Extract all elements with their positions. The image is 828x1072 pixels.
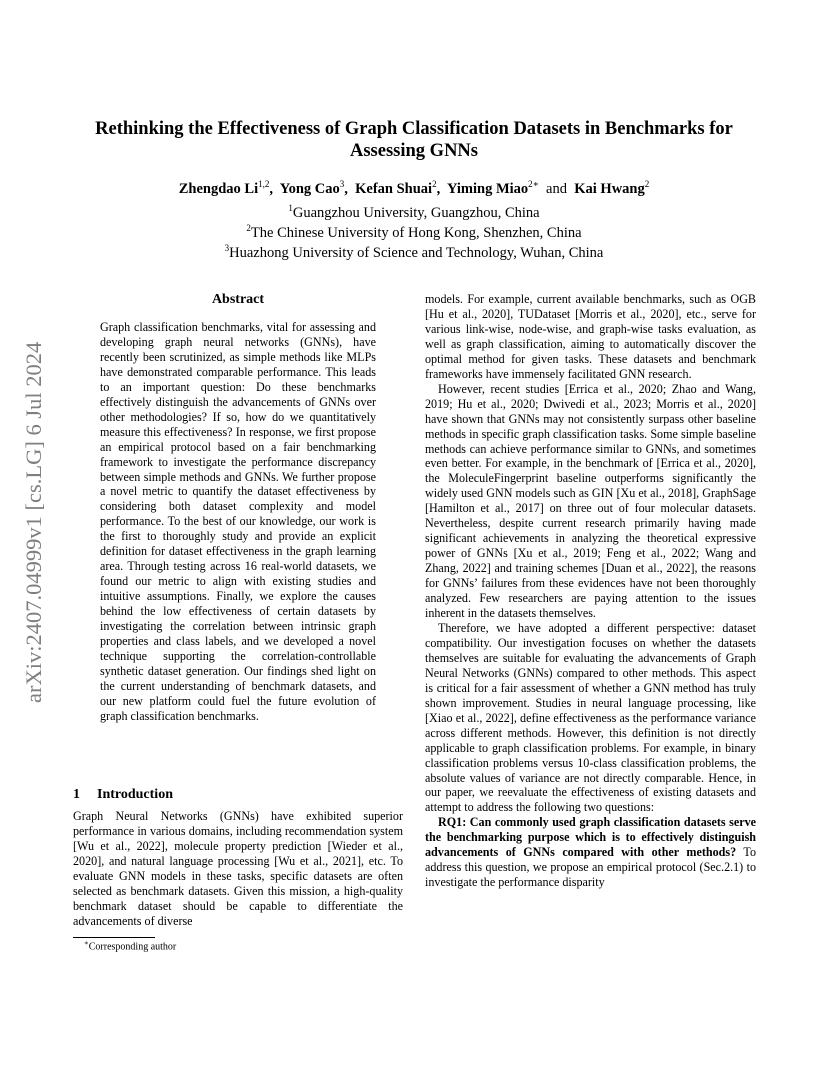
affiliation [60, 225, 768, 242]
author-name: Yong Cao [279, 181, 340, 197]
author-list: Zhengdao Li$^{1,2}$, Yong Cao$^3$, Kefan Shuai$^2$, Yiming Miao$^{2∗}$ and Kai Hwang$^2$ [178, 179, 650, 197]
body-paragraph: Therefore, we have adopted a different perspective: dataset compatibility. Our investigation focuses on whether the datasets themselves are suitable for evaluating the advancements of Graph Neural Networks (GNNs) compared to other methods. This aspect is critical for a fair assessment of whether a GNN method has truly shown improvement. Studies in neural language processing, like [Xiao et al., 2022], define effectiveness as the performance variance across different methods. However, this definition is not directly applicable to graph classification problems. For example, in binary classification problems versus 10-class classification problems, the absolute values of variance are not directly comparable. Hence, in our paper, we reevaluate the effectiveness of existing datasets and attempt to address the following two questions: [425, 620, 756, 815]
author-name: Kefan Shuai [355, 181, 433, 197]
research-question-text: To address this question, we propose an empirical protocol (Sec.2.1) to investigate the performance disparity [425, 845, 756, 890]
section-title: Introduction [97, 787, 173, 802]
body-paragraph: models. For example, current available benchmarks, such as OGB [Hu et al., 2020], TUDataset [Morris et al., 2020], etc., serve for various link-wise, node-wise, and graph-wise tasks evaluation, as well as graph classification, aiming to automatically discover the optimal method for given tasks. These datasets and benchmark frameworks have immensely facilitated GNN research. [425, 292, 756, 381]
author-mark: 2 [432, 179, 437, 190]
research-question-label: RQ1: Can commonly used graph classification datasets serve the benchmarking purpose which is to effectively distinguish advancements of GNNs compared with other methods? [425, 815, 756, 860]
affiliation-text: The Chinese University of Hong Kong, Shenzhen, China [250, 225, 582, 241]
author-mark: 1,2 [258, 179, 270, 190]
section-heading-introduction [73, 787, 173, 803]
affiliation [60, 205, 768, 222]
affiliation-mark: 3 [224, 243, 230, 254]
author-name: Yiming Miao [446, 181, 529, 197]
author-name: Kai Hwang [574, 181, 645, 197]
abstract-heading: Abstract [211, 292, 265, 307]
right-column-body [425, 292, 756, 890]
section-number: 1 [73, 787, 80, 802]
footnote [84, 939, 176, 952]
affiliation-text: Guangzhou University, Guangzhou, China [292, 205, 540, 221]
research-question-paragraph [425, 815, 756, 890]
abstract-body [100, 320, 376, 724]
footnote-text: Corresponding author [88, 941, 177, 953]
arxiv-side-stamp: arXiv:2407.04999v1 [cs.LG] 6 Jul 2024 [21, 341, 46, 703]
affiliation-mark: 1 [288, 203, 293, 214]
footnote-rule [73, 937, 155, 938]
author-conjunction: and [546, 181, 567, 197]
paper-title: Rethinking the Effectiveness of Graph Classification Datasets in Benchmarks for Assessing GNNs [95, 119, 733, 161]
intro-paragraph: Graph Neural Networks (GNNs) have exhibited superior performance in various domains, including recommendation system [Wu et al., 2022], molecule property prediction [Wieder et al., 2020], and natural language processing [Wu et al., 2021], etc. To evaluate GNN models in these tasks, specific datasets are often selected as benchmark datasets. Given this mission, a high-quality benchmark dataset should be capable to differentiate the advancements of diverse [73, 809, 403, 928]
author-name: Zhengdao Li [178, 181, 259, 197]
affiliation [60, 245, 768, 262]
footnote-mark: ∗ [84, 939, 89, 947]
author-mark: 3 [339, 179, 345, 190]
affiliation-text: Huazhong University of Science and Technology, Wuhan, China [229, 245, 604, 261]
body-paragraph: However, recent studies [Errica et al., 2020; Zhao and Wang, 2019; Hu et al., 2020; Dwivedi et al., 2023; Morris et al., 2020] have shown that GNNs may not consistently surpass other baseline methods in specific graph classification tasks. Some simple baseline methods can achieve performance similar to GNNs, and sometimes even better. For example, in the benchmark of [Errica et al., 2020], the MoleculeFingerprint baseline outperforms significantly the widely used GNN models such as GIN [Xu et al., 2018], GraphSage [Hamilton et al., 2017] on three out of four molecular datasets. Nevertheless, despite current research primarily having made significant achievements in analyzing the theoretical expressive power of GNNs [Xu et al., 2019; Feng et al., 2022; Wang and Zhang, 2022] and training schemes [Duan et al., 2022], the reasons for GNNs’ failures from these evidences have not been thoroughly analyzed. Few researchers are paying attention to the issues inherent in the datasets themselves. [425, 381, 756, 621]
abstract-paragraph: Graph classification benchmarks, vital for assessing and developing graph neural networks (GNNs), have recently been scrutinized, as simple methods like MLPs have demonstrated comparable performance. This leads to an important question: Do these benchmarks effectively distinguish the advancements of GNNs over other methodologies? If so, how do we quantitatively measure this effectiveness? In response, we first propose an empirical protocol based on a fair benchmarking framework to investigate the performance discrepancy between simple methods and GNNs. We further propose a novel metric to quantify the dataset effectiveness by considering both dataset complexity and model performance. To the best of our knowledge, our work is the first to thoroughly study and provide an explicit definition for dataset effectiveness in the graph learning area. Through testing across 16 real-world datasets, we found our metric to align with existing studies and intuitive assumptions. Finally, we explore the causes behind the low effectiveness of certain datasets by investigating the correlation between intrinsic graph properties and class labels, and we developed a novel technique supporting the correlation-controllable synthetic dataset generation. Our findings shed light on the current understanding of benchmark datasets, and our new platform could fuel the future evolution of graph classification benchmarks. [100, 320, 376, 723]
introduction-body [73, 809, 403, 929]
affiliation-mark: 2 [246, 223, 251, 234]
author-mark: 2 [644, 179, 650, 190]
author-mark: 2∗ [528, 179, 539, 190]
